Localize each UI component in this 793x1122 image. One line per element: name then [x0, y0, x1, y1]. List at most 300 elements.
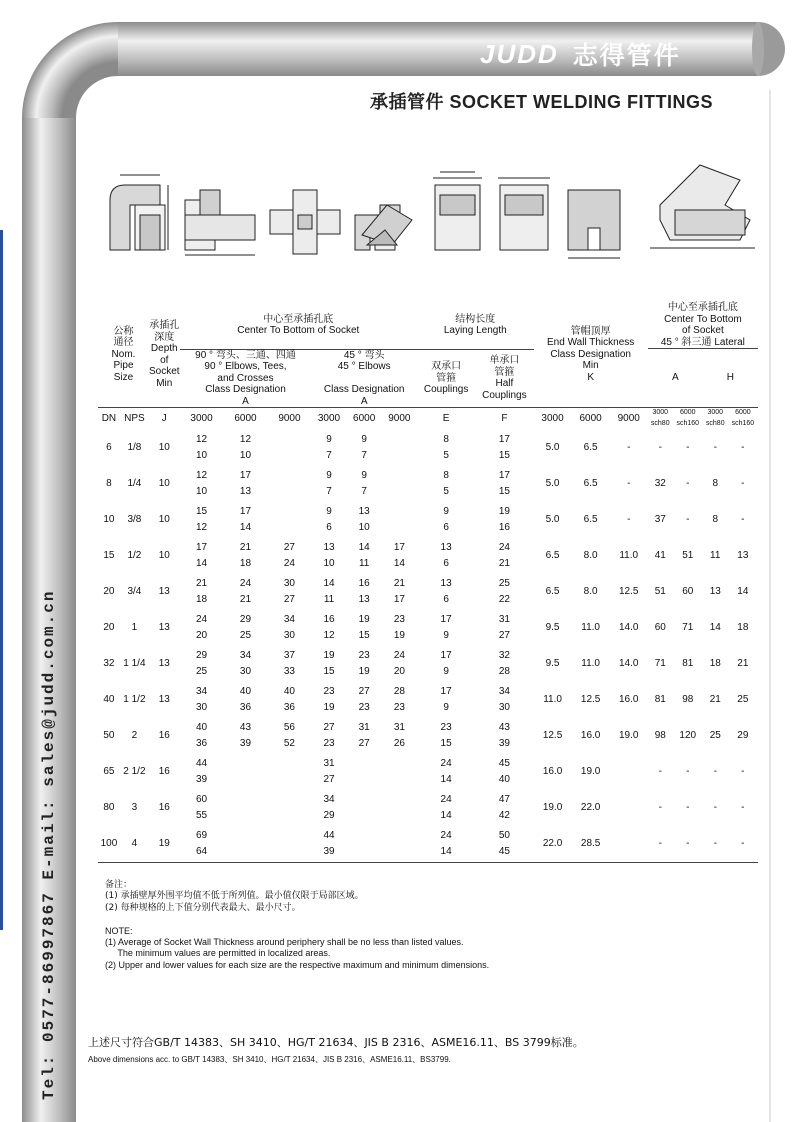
cell-a45-6000-max: 19 — [358, 614, 370, 625]
sub-lat-a-3000-sch: sch80 — [650, 419, 670, 427]
cell-lat-a-3000: - — [658, 442, 662, 453]
cell-k-3000: 6.5 — [545, 586, 560, 597]
cell-a45-6000-min — [347, 808, 382, 824]
cell-a45-6000 — [347, 682, 382, 718]
cell-e-max: 17 — [440, 686, 452, 697]
cell-a45-3000-min: 10 — [323, 557, 335, 569]
header-laying-length — [417, 302, 534, 349]
cell-a45-6000 — [347, 574, 382, 610]
header-lateral-sub: 45 ° 斜三通 Lateral — [648, 337, 758, 350]
cell-a90-6000-max: 17 — [239, 506, 252, 517]
cell-a45-9000-max — [382, 432, 417, 448]
cell-k-9000: - — [627, 478, 631, 489]
cell-a90-6000-max — [224, 756, 268, 772]
cell-a45-9000-max — [382, 504, 417, 520]
cell-a90-9000-min — [267, 448, 311, 464]
cell-a45-3000-min: 27 — [323, 773, 335, 785]
cell-f — [475, 574, 533, 610]
cell-nps: 3 — [131, 802, 138, 813]
cell-a90-6000 — [224, 538, 268, 574]
cell-e-min: 9 — [443, 665, 449, 677]
header-half-couplings: 单承口 管箍 Half Couplings — [482, 355, 527, 401]
cell-k-3000: 9.5 — [545, 658, 560, 669]
cell-a45-3000-max: 9 — [326, 434, 332, 445]
cell-k-6000: 19.0 — [580, 766, 601, 777]
cell-f-min: 22 — [498, 593, 510, 605]
cell-a90-9000-max: 34 — [283, 614, 295, 625]
cell-lat-h-3000: - — [703, 826, 728, 863]
cell-k-3000: 22.0 — [534, 826, 572, 863]
header-laying-cn: 结构长度 — [455, 313, 496, 325]
cell-f-max: 32 — [498, 650, 510, 661]
notes-en-1a: (1) Average of Socket Wall Thickness around periphery shall be no less than listed values. — [105, 937, 464, 947]
cell-a45-6000 — [347, 538, 382, 574]
cell-a90-3000-max: 40 — [195, 722, 208, 733]
cell-lat-h-6000: - — [741, 478, 745, 489]
cell-lat-h-3000: 13 — [709, 586, 721, 597]
cell-dn: 80 — [103, 802, 115, 813]
sub-lat-a-6000-sch: sch160 — [676, 419, 700, 427]
cell-a90-6000 — [224, 574, 268, 610]
cell-a90-9000-min: 27 — [283, 593, 295, 605]
cell-lat-a-6000: 51 — [682, 550, 694, 561]
side-accent-line — [0, 230, 3, 930]
cell-a90-6000-min: 13 — [239, 485, 252, 497]
cell-a45-3000 — [311, 574, 346, 610]
cell-dn: 65 — [103, 766, 115, 777]
title-cn: 承插管件 — [370, 92, 444, 113]
cell-lat-a-3000: 60 — [654, 622, 666, 633]
cell-e-min: 9 — [443, 701, 449, 713]
cell-a45-6000-min: 19 — [358, 665, 370, 677]
cell-nps: 1/2 — [127, 550, 142, 561]
cell-a90-3000 — [180, 610, 224, 646]
sub-lat-h-6000 — [728, 408, 758, 430]
cell-lat-a-3000: 32 — [654, 478, 666, 489]
notes-cn-1: (1) 承插壁厚外围平均值不低于所列值。最小值仅限于局部区域。 — [105, 891, 364, 902]
cell-a45-9000 — [382, 646, 417, 682]
cell-a90-9000 — [267, 430, 311, 466]
sub-dn: DN — [98, 408, 120, 430]
cell-f-min: 28 — [498, 665, 510, 677]
cell-a90-3000-min: 18 — [195, 593, 208, 605]
cell-a45-3000-min: 7 — [326, 485, 332, 497]
cell-a90-6000-max: 34 — [239, 650, 252, 661]
cell-a90-6000 — [224, 646, 268, 682]
cell-e-min: 14 — [440, 809, 452, 821]
cell-a90-6000-max — [224, 828, 268, 844]
cell-dn: 20 — [103, 622, 115, 633]
cell-j: 13 — [158, 694, 170, 705]
cell-a90-3000 — [180, 502, 224, 538]
cell-lat-h-6000: - — [741, 766, 745, 777]
cell-a45-9000 — [382, 466, 417, 502]
cell-a90-6000-max: 40 — [239, 686, 252, 697]
cell-a45-3000-max: 16 — [323, 614, 335, 625]
cell-a45-9000-min: 17 — [393, 593, 405, 605]
cell-k-9000: 19.0 — [619, 730, 639, 741]
cell-lat-a-6000: 81 — [682, 658, 694, 669]
cell-a90-6000-max: 29 — [239, 614, 252, 625]
fitting-drawings — [100, 160, 760, 270]
cell-a90-3000-min: 10 — [195, 485, 208, 497]
cell-a90-3000 — [180, 430, 224, 466]
header-lateral-en2: of Socket — [682, 325, 724, 336]
cell-a45-6000-max: 16 — [358, 578, 370, 589]
cell-a45-9000 — [382, 754, 417, 790]
cell-j: 10 — [158, 514, 170, 525]
cell-a45-9000-min — [382, 448, 417, 464]
cell-e-min: 9 — [443, 629, 449, 641]
cell-k-9000: 14.0 — [619, 622, 639, 633]
cell-f-min: 21 — [498, 557, 510, 569]
coupling-drawing — [433, 172, 482, 250]
cell-k-9000: 12.5 — [619, 586, 639, 597]
cell-k-3000: 19.0 — [542, 802, 563, 813]
cell-k-9000 — [610, 790, 648, 826]
cell-e-min: 6 — [443, 521, 449, 533]
cell-a45-3000 — [311, 682, 346, 718]
cell-a90-3000-min: 14 — [195, 557, 208, 569]
table-row — [98, 538, 758, 574]
cell-e — [417, 610, 475, 646]
cell-a45-9000-min — [382, 808, 417, 824]
cell-j: 19 — [149, 826, 180, 863]
cell-k-9000: 14.0 — [619, 658, 639, 669]
cell-f-max: 25 — [498, 578, 510, 589]
cell-k-9000: - — [627, 442, 631, 453]
cell-f-max: 34 — [498, 686, 510, 697]
header-A: A — [648, 349, 703, 408]
cell-a90-6000-min — [224, 808, 268, 824]
cell-a45-9000 — [382, 610, 417, 646]
header-H: H — [703, 349, 758, 408]
cell-dn: 40 — [103, 694, 115, 705]
cell-f-max: 24 — [498, 542, 510, 553]
header-elbow-90: 90 ° 弯头、三通、四通 90 ° Elbows, Tees, and Crosses Class Designation A — [195, 349, 296, 407]
cell-a90-3000-max: 24 — [195, 614, 208, 625]
cell-a45-6000-min: 7 — [361, 449, 367, 461]
spec-table-body — [98, 430, 758, 863]
cell-nps: 3/4 — [127, 586, 142, 597]
cell-k-6000: 8.0 — [583, 586, 598, 597]
cell-a45-9000-max — [382, 468, 417, 484]
cell-a90-6000-min: 36 — [239, 701, 252, 713]
cell-a45-6000-min: 23 — [358, 701, 370, 713]
cell-a90-9000 — [267, 502, 311, 538]
cell-k-9000: - — [627, 514, 631, 525]
cell-a90-3000-max: 15 — [195, 506, 208, 517]
cell-a90-6000-min: 21 — [239, 593, 252, 605]
cell-a90-6000-min: 39 — [239, 737, 252, 749]
cell-a90-3000-min: 55 — [195, 809, 208, 821]
cell-e — [417, 502, 475, 538]
cell-lat-a-6000: 71 — [682, 622, 694, 633]
header-laying-en: Laying Length — [443, 325, 507, 337]
cell-k-3000: 12.5 — [542, 730, 563, 741]
cell-a90-6000 — [224, 826, 268, 863]
table-row — [98, 646, 758, 682]
header-lateral — [648, 302, 758, 349]
header-nom-size: 公称 通径 Nom. Pipe Size — [111, 325, 136, 383]
cell-dn: 15 — [103, 550, 115, 561]
cell-a90-6000 — [224, 754, 268, 790]
cell-a45-3000-max: 31 — [323, 758, 335, 769]
cell-a45-9000 — [382, 790, 417, 826]
cell-e-min: 5 — [443, 449, 449, 461]
cell-a45-9000 — [382, 502, 417, 538]
cell-lat-a-3000: 71 — [654, 658, 666, 669]
cell-a45-9000-max — [382, 792, 417, 808]
notes-cn-title: 备注： — [105, 880, 133, 890]
cell-f — [475, 682, 533, 718]
notes-en-2: (2) Upper and lower values for each size are the respective maximum and minimum dimensions. — [105, 959, 490, 970]
cell-a90-3000-max: 21 — [195, 578, 208, 589]
cell-a90-3000 — [180, 790, 224, 826]
sub-lat-h-3000 — [703, 408, 728, 430]
cell-a90-9000-min: 30 — [283, 629, 295, 641]
cell-f-min: 15 — [498, 449, 510, 461]
sub-lat-a-6000-cls: 6000 — [679, 409, 696, 417]
cell-lat-a-6000: 60 — [682, 586, 694, 597]
cell-f-max: 43 — [498, 722, 510, 733]
cell-a90-9000-min — [267, 520, 311, 536]
title-en: SOCKET WELDING FITTINGS — [449, 92, 714, 112]
cell-a45-6000-max: 31 — [358, 722, 370, 733]
cell-j: 10 — [158, 442, 170, 453]
cell-e — [417, 574, 475, 610]
cell-a45-9000-min: 19 — [393, 629, 405, 641]
cell-k-9000 — [610, 826, 648, 863]
cell-f-min: 16 — [498, 521, 510, 533]
cell-e — [417, 718, 475, 754]
elbow-90-drawing — [110, 175, 168, 250]
cell-k-6000: 16.0 — [580, 730, 601, 741]
cell-a45-3000 — [311, 538, 346, 574]
cell-a45-9000-min: 26 — [393, 737, 405, 749]
cell-f — [475, 754, 533, 790]
cell-e-min: 6 — [443, 593, 449, 605]
page-title — [370, 88, 713, 114]
cell-nps: 1/8 — [127, 442, 142, 453]
cell-lat-a-6000: - — [686, 478, 690, 489]
cell-a90-9000-max: 27 — [283, 542, 295, 553]
cell-lat-h-6000: 25 — [737, 694, 749, 705]
cell-a45-6000 — [347, 718, 382, 754]
cell-e-min: 5 — [443, 485, 449, 497]
cell-a90-3000-max: 17 — [195, 542, 208, 553]
cell-a45-6000-min: 10 — [358, 521, 370, 533]
cell-k-6000: 6.5 — [583, 478, 598, 489]
table-row — [98, 502, 758, 538]
header-lateral-cn: 中心至承插孔底 — [667, 302, 738, 313]
cell-a45-9000 — [382, 826, 417, 863]
cell-a45-3000-max: 19 — [323, 650, 335, 661]
cell-a45-3000-min: 6 — [326, 521, 332, 533]
cell-a45-6000-max: 14 — [358, 542, 370, 553]
spec-table — [98, 302, 758, 863]
standards-cn: 上述尺寸符合GB/T 14383、SH 3410、HG/T 21634、JIS B 2316、ASME16.11、BS 3799标准。 — [88, 1036, 584, 1049]
table-row — [98, 682, 758, 718]
cell-a90-6000 — [224, 502, 268, 538]
cell-a90-6000-min: 30 — [239, 665, 252, 677]
cell-a45-3000-min: 12 — [323, 629, 335, 641]
cell-f-max: 17 — [498, 434, 510, 445]
cell-dn: 50 — [103, 730, 115, 741]
sub-lat-h-6000-cls: 6000 — [735, 409, 751, 417]
cell-a45-6000-max: 23 — [358, 650, 370, 661]
cell-a90-9000-min: 33 — [283, 665, 295, 677]
cell-a90-6000 — [224, 718, 268, 754]
cell-a90-3000-min: 20 — [195, 629, 208, 641]
cell-nps: 2 1/2 — [123, 766, 146, 777]
cell-a45-6000-max — [347, 756, 382, 772]
cell-f-max: 31 — [498, 614, 510, 625]
cell-a45-6000-min: 13 — [358, 593, 370, 605]
cell-k-6000: 8.0 — [583, 550, 598, 561]
cap-drawing — [568, 190, 620, 258]
cell-k-6000: 6.5 — [583, 442, 598, 453]
cell-a45-3000-min: 15 — [323, 665, 335, 677]
cell-nps: 1/4 — [127, 478, 142, 489]
cell-f-max: 45 — [498, 758, 510, 769]
cell-e — [417, 538, 475, 574]
cell-a90-6000-max: 21 — [239, 542, 252, 553]
cell-a45-6000 — [347, 466, 382, 502]
cell-a45-3000 — [311, 790, 346, 826]
header-end-wall: 管帽顶厚 End Wall Thickness Class Designation Min K — [547, 325, 635, 383]
cell-a90-9000-min — [267, 772, 311, 788]
cell-a45-3000-max: 23 — [323, 686, 335, 697]
cell-lat-h-6000: - — [741, 514, 745, 525]
cell-a45-9000-max: 24 — [393, 650, 405, 661]
cell-a90-6000-min: 18 — [239, 557, 252, 569]
cell-lat-a-3000: - — [658, 766, 662, 777]
cell-a45-6000-max: 27 — [358, 686, 370, 697]
cell-a90-6000 — [224, 790, 268, 826]
brand-name: 志得管件 — [572, 41, 681, 70]
cell-dn: 100 — [98, 826, 120, 863]
cell-lat-a-3000: 37 — [654, 514, 666, 525]
cell-f — [475, 466, 533, 502]
cell-a90-3000-min: 25 — [195, 665, 208, 677]
cell-e-max: 24 — [440, 758, 452, 769]
cell-a45-3000-max: 9 — [326, 506, 332, 517]
cell-e — [417, 430, 475, 466]
cell-a45-3000-max: 27 — [323, 722, 335, 733]
cell-a90-3000-max: 34 — [195, 686, 208, 697]
cell-a45-9000 — [382, 718, 417, 754]
cell-a90-3000-max: 12 — [195, 434, 208, 445]
cell-e-max: 24 — [440, 794, 452, 805]
table-row — [98, 826, 758, 863]
cell-k-6000: 22.0 — [580, 802, 601, 813]
cell-a45-3000 — [311, 502, 346, 538]
cell-e-max: 17 — [440, 650, 452, 661]
cell-k-3000: 6.5 — [545, 550, 560, 561]
cell-a45-3000 — [311, 826, 346, 863]
sub-a90-3000: 3000 — [180, 408, 224, 430]
cell-a90-3000 — [180, 538, 224, 574]
cell-a90-3000-max: 29 — [195, 650, 208, 661]
cell-a90-9000 — [267, 538, 311, 574]
cell-a90-6000-min — [224, 844, 268, 860]
cell-a90-9000 — [267, 826, 311, 863]
cell-lat-h-3000: 25 — [709, 730, 721, 741]
table-row — [98, 430, 758, 466]
cell-a45-3000 — [311, 430, 346, 466]
cell-lat-h-6000: - — [741, 442, 745, 453]
cell-e-min: 6 — [443, 557, 449, 569]
cell-e-max: 8 — [443, 434, 449, 445]
cell-a45-3000-min: 7 — [326, 449, 332, 461]
cell-a90-9000-max — [267, 432, 311, 448]
sub-nps: NPS — [120, 408, 149, 430]
cell-lat-a-3000: 51 — [654, 586, 666, 597]
cell-lat-h-3000: 8 — [712, 514, 719, 525]
standards-footer — [88, 1034, 584, 1065]
cell-a90-6000-min: 25 — [239, 629, 252, 641]
cell-a90-6000-min — [224, 772, 268, 788]
cell-e-max: 8 — [443, 470, 449, 481]
cell-a45-3000 — [311, 754, 346, 790]
cell-f-min: 30 — [498, 701, 510, 713]
cell-f — [475, 538, 533, 574]
cell-a45-3000-min: 11 — [323, 593, 335, 605]
cell-a90-9000 — [267, 610, 311, 646]
cell-k-6000: 12.5 — [580, 694, 601, 705]
cell-a90-9000-min: 24 — [283, 557, 295, 569]
cell-f-min: 42 — [498, 809, 510, 821]
cell-lat-a-6000: - — [686, 766, 690, 777]
sub-k-9000: 9000 — [610, 408, 648, 430]
cell-lat-a-6000: - — [673, 826, 703, 863]
cell-a45-3000-max: 14 — [323, 578, 335, 589]
notes-en-title: NOTE: — [105, 925, 133, 936]
sub-k-6000: 6000 — [572, 408, 610, 430]
standards-en: Above dimensions acc. to GB/T 14383、SH 3410、HG/T 21634、JIS B 2316、ASME16.11、BS3799. — [88, 1055, 451, 1064]
notes-en-1b: The minimum values are permitted in localized areas. — [105, 948, 331, 959]
table-row — [98, 610, 758, 646]
cell-f-max: 19 — [498, 506, 510, 517]
cell-a90-3000-max: 12 — [195, 470, 208, 481]
sub-a90-6000: 6000 — [224, 408, 268, 430]
cell-lat-a-3000: 41 — [654, 550, 666, 561]
cell-f-max: 17 — [498, 470, 510, 481]
cell-a45-9000-min: 14 — [393, 557, 405, 569]
cell-a45-9000-min — [382, 844, 417, 860]
cell-lat-h-6000: 21 — [737, 658, 749, 669]
header-couplings: 双承口 管箍 Couplings — [423, 361, 469, 395]
cell-a90-3000-min: 30 — [195, 701, 208, 713]
sub-k-3000: 3000 — [534, 408, 572, 430]
cell-a90-3000-min: 36 — [195, 737, 208, 749]
cell-a90-9000-min: 36 — [283, 701, 295, 713]
cell-a90-3000 — [180, 466, 224, 502]
cell-k-3000: 5.0 — [545, 478, 560, 489]
cell-a90-9000-max — [267, 756, 311, 772]
cell-lat-h-6000: 13 — [737, 550, 749, 561]
sub-a45-3000: 3000 — [311, 408, 346, 430]
cell-f — [475, 430, 533, 466]
cell-e — [417, 646, 475, 682]
cell-a45-9000-max: 28 — [393, 686, 405, 697]
notes — [105, 880, 489, 971]
cell-k-3000: 16.0 — [542, 766, 563, 777]
cell-dn: 6 — [106, 442, 112, 453]
cell-a45-3000 — [311, 610, 346, 646]
cell-j: 10 — [158, 550, 170, 561]
